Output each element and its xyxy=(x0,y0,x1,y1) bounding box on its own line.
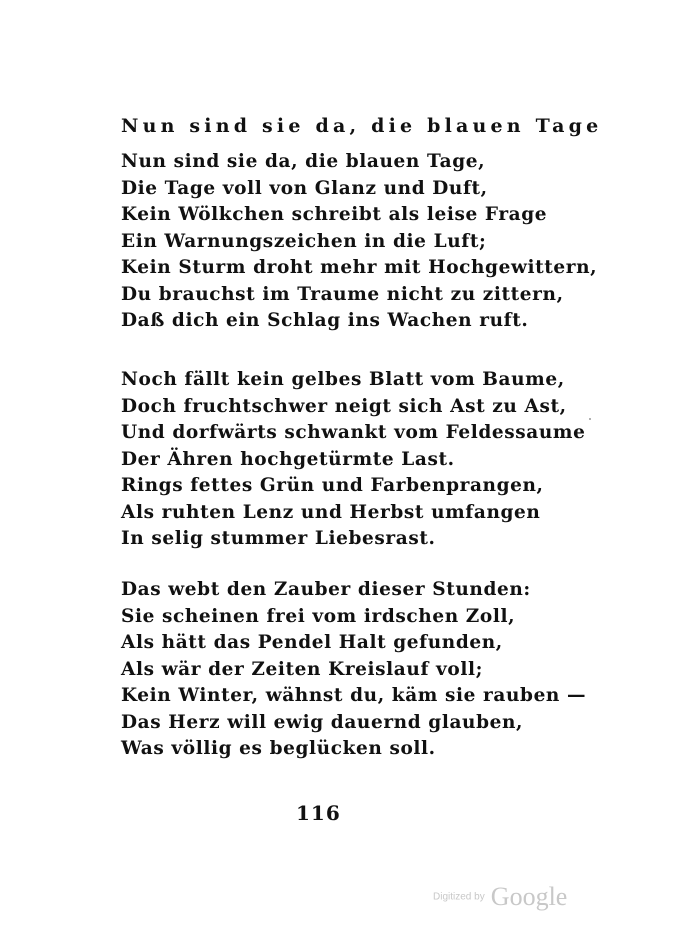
verse-line: Daß dich ein Schlag ins Wachen ruft. xyxy=(121,310,529,331)
verse-line: Das webt den Zauber dieser Stunden: xyxy=(121,579,531,600)
stanza-1 xyxy=(121,149,597,335)
paper-speck xyxy=(589,418,591,420)
verse-line: Nun sind sie da, die blauen Tage, xyxy=(121,151,486,172)
verse-line: In selig stummer Liebesrast. xyxy=(121,528,436,549)
verse-line: Kein Winter, wähnst du, käm sie rauben — xyxy=(121,685,587,706)
digitized-watermark xyxy=(433,882,567,912)
verse-line: Als ruhten Lenz und Herbst umfangen xyxy=(121,501,541,523)
google-logo: Google xyxy=(490,882,568,911)
verse-line: Kein Sturm droht mehr mit Hochgewittern, xyxy=(121,257,598,278)
verse-line: Die Tage voll von Glanz und Duft, xyxy=(121,177,488,199)
verse-line: Doch fruchtschwer neigt sich Ast zu Ast, xyxy=(121,395,567,417)
verse-line: Und dorfwärts schwankt vom Feldessaume xyxy=(121,422,586,443)
verse-line: Noch fällt kein gelbes Blatt vom Baume, xyxy=(121,369,565,390)
verse-line: Kein Wölkchen schreibt als leise Frage xyxy=(121,204,548,225)
verse-line: Rings fettes Grün und Farbenprangen, xyxy=(121,475,544,496)
verse-line: Als hätt das Pendel Halt gefunden, xyxy=(121,632,503,653)
verse-line: Ein Warnungszeichen in die Luft; xyxy=(121,230,487,252)
stanza-3 xyxy=(121,577,586,763)
verse-line: Du brauchst im Traume nicht zu zittern, xyxy=(121,283,564,305)
verse-line: Sie scheinen frei vom irdschen Zoll, xyxy=(121,605,516,627)
page-number: 116 xyxy=(296,801,341,825)
verse-line: Das Herz will ewig dauernd glauben, xyxy=(121,711,524,733)
verse-line: Was völlig es beglücken soll. xyxy=(121,738,436,759)
watermark-prefix: Digitized by xyxy=(433,891,485,903)
poem-title: Nun sind sie da, die blauen Tage xyxy=(121,115,603,137)
stanza-2 xyxy=(121,367,585,553)
verse-line: Als wär der Zeiten Kreislauf voll; xyxy=(121,658,484,680)
verse-line: Der Ähren hochgetürmte Last. xyxy=(121,448,455,470)
